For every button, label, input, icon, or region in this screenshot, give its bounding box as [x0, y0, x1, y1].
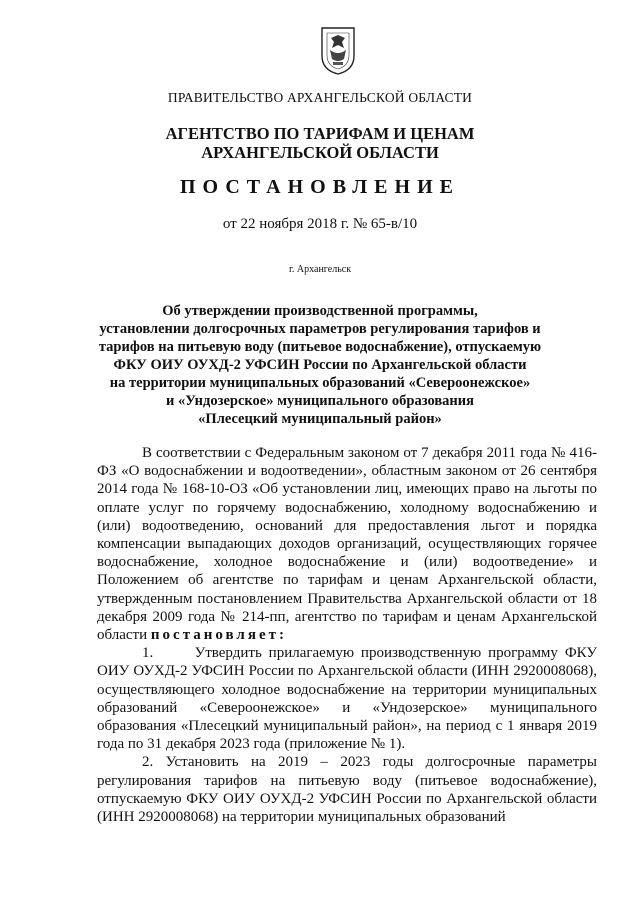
item-2-paragraph	[97, 753, 597, 826]
coat-of-arms-emblem	[318, 26, 358, 76]
subject-line: Об утверждении производственной программы,	[162, 303, 478, 319]
document-type: ПОСТАНОВЛЕНИЕ	[180, 176, 460, 198]
subject-line: на территории муниципальных образований «Североонежское»	[109, 375, 531, 391]
agency-line-1: АГЕНТСТВО ПО ТАРИФАМ И ЦЕНАМ	[165, 124, 475, 143]
document-body	[97, 444, 597, 826]
government-name: ПРАВИТЕЛЬСТВО АРХАНГЕЛЬСКОЙ ОБЛАСТИ	[167, 90, 473, 105]
item-2-text: Установить на 2019 – 2023 годы долгосрочные параметры регулирования тарифов на питьевую воду (питьевое водоснабжение), отпускаемую ФКУ ОИУ ОУХД-2 УФСИН России по Архангельской области (ИНН 2920008068) на территории муниципальных образований	[97, 754, 598, 826]
item-1-number: 1.	[142, 645, 154, 662]
subject-line: тарифов на питьевую воду (питьевое водоснабжение), отпускаемую	[98, 339, 542, 355]
document-date-number: от 22 ноября 2018 г. № 65-в/10	[222, 216, 418, 232]
subject-line: «Плесецкий муниципальный район»	[198, 411, 442, 427]
decree-word: постановляет:	[150, 627, 287, 644]
agency-name	[0, 124, 640, 162]
document-city: г. Архангельск	[288, 264, 352, 275]
preamble-text: В соответствии с Федеральным законом от 7 декабря 2011 года № 416-ФЗ «О водоснабжении и водоотведении», областным законом от 26 сентября 2014 года № 168-10-ОЗ «Об установлении лиц, имеющих право на льготы по оплате услуг по горячему водоснабжению, холодному водоснабжению и (или) водоотведению, оснований для предоставления льгот и порядка компенсации выпадающих доходов организаций, осуществляющих горячее водоснабжение, холодное водоснабжение и (или) водоотведение» и Положением об агентстве по тарифам и ценам Архангельской области, утвержденным постановлением Правительства Архангельской области от 18 декабря 2009 года № 214-пп, агентство по тарифам и ценам Архангельской области	[97, 445, 597, 644]
item-1-text: Утвердить прилагаемую производственную программу ФКУ ОИУ ОУХД-2 УФСИН России по Архангельской области (ИНН 2920008068), осуществляющего холодное водоснабжение на территории муниципальных образований «Североонежское» и «Ундозерское» муниципального образования «Плесецкий муниципальный район», на период с 1 января 2019 года по 31 декабря 2023 года (приложение № 1).	[97, 645, 597, 753]
document-subject	[0, 302, 640, 428]
subject-line: ФКУ ОИУ ОУХД-2 УФСИН России по Архангельской области	[113, 357, 527, 373]
preamble-paragraph	[97, 444, 597, 644]
subject-line: и «Ундозерское» муниципального образования	[166, 393, 474, 409]
item-2-number: 2.	[142, 754, 154, 771]
item-1-paragraph	[97, 644, 597, 753]
subject-line: установлении долгосрочных параметров регулирования тарифов и	[99, 321, 541, 337]
agency-line-2: АРХАНГЕЛЬСКОЙ ОБЛАСТИ	[201, 143, 439, 162]
